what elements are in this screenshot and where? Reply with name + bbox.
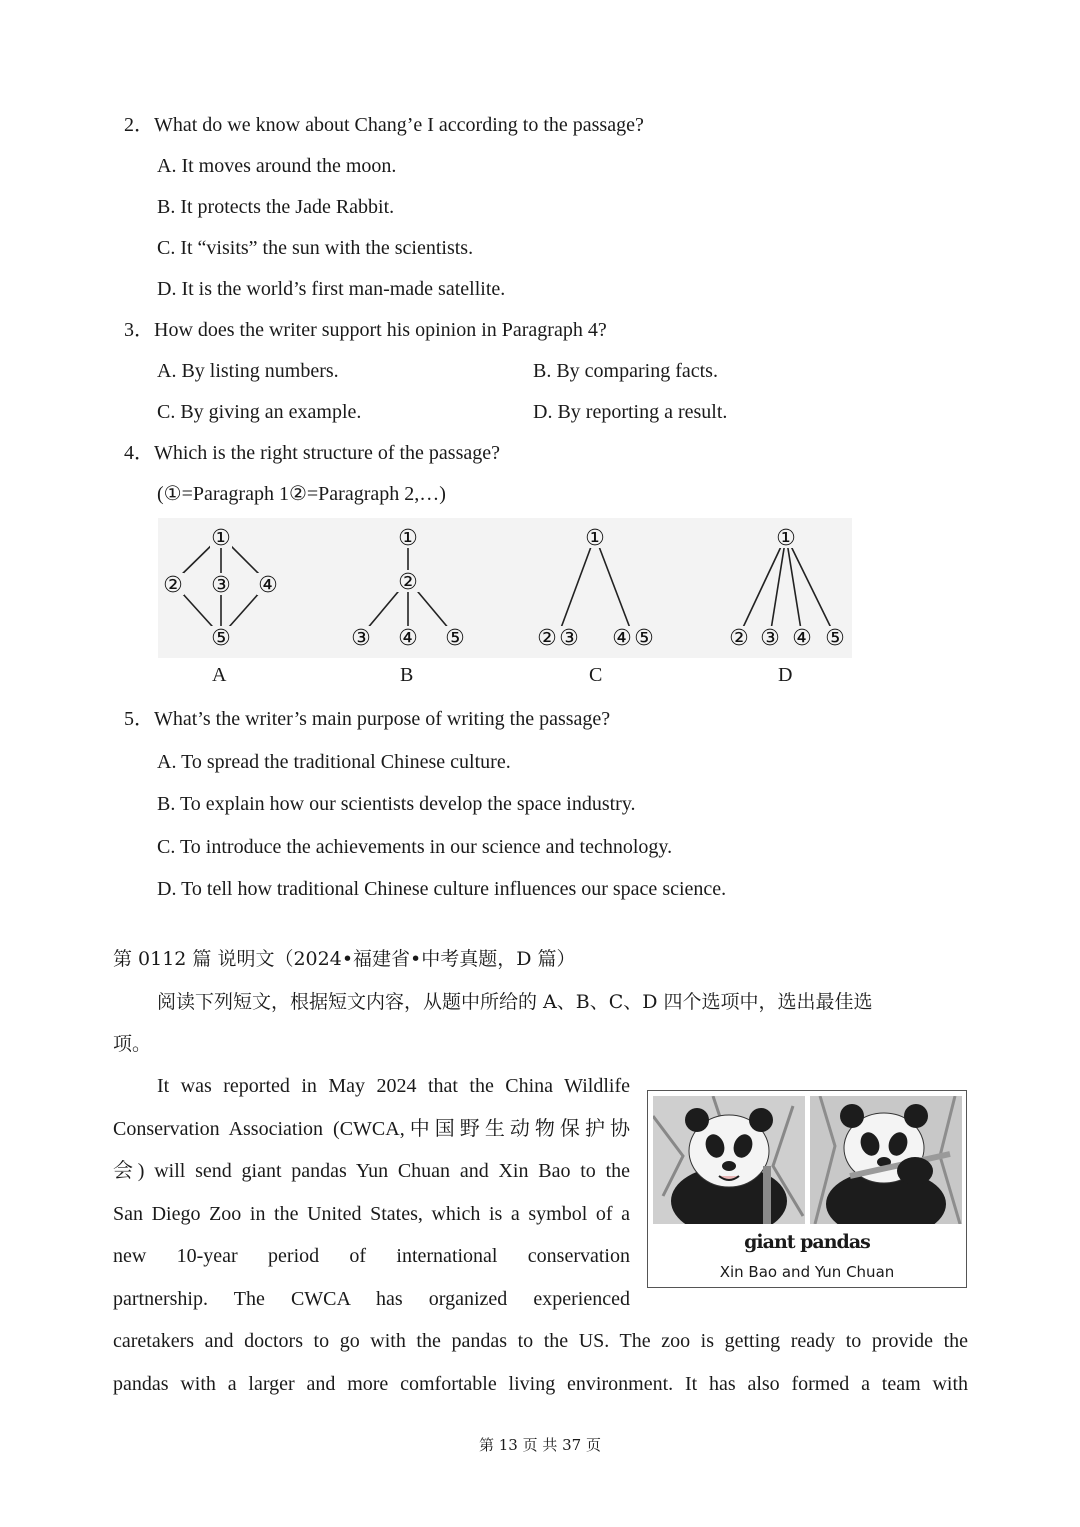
question-2-option-a: A. It moves around the moon.: [157, 155, 397, 177]
node-a-3: ③: [211, 573, 231, 598]
passage-line-2: Conservation Association (CWCA,中国野生动物保护协: [113, 1117, 630, 1140]
node-c-1: ①: [585, 526, 605, 551]
node-b-3: ③: [351, 626, 371, 651]
node-b-1: ①: [398, 526, 418, 551]
instruction-line-2: 项。: [113, 1033, 152, 1055]
passage-line-7: caretakers and doctors to go with the pandas to the US. The zoo is getting ready to provide the: [113, 1330, 968, 1352]
node-c-2: ②: [537, 626, 557, 651]
diagram-label-d: D: [778, 664, 793, 686]
passage-narrow: [113, 1065, 630, 1320]
diagram-label-b: B: [400, 664, 414, 686]
instruction-line-1: 阅读下列短文，根据短文内容，从题中所给的 A、B、C、D 四个选项中，选出最佳选: [157, 991, 873, 1013]
figure-caption-title: giant pandas: [744, 1231, 870, 1253]
question-2-option-d: D. It is the world’s first man-made satellite.: [157, 278, 506, 300]
passage-line-8: pandas with a larger and more comfortable living environment. It has also formed a team with: [113, 1372, 968, 1395]
node-b-4: ④: [398, 626, 418, 651]
passage-line-4: San Diego Zoo in the United States, which is a symbol of a: [113, 1202, 630, 1225]
node-a-1: ①: [211, 526, 231, 551]
question-5-option-a: A. To spread the traditional Chinese culture.: [157, 751, 511, 773]
question-5-option-c: C. To introduce the achievements in our science and technology.: [157, 836, 673, 858]
node-d-2: ②: [729, 626, 749, 651]
node-d-5: ⑤: [825, 626, 845, 651]
passage-line-3: 会) will send giant pandas Yun Chuan and Xin Bao to the: [113, 1160, 630, 1182]
node-b-2: ②: [398, 570, 418, 595]
node-a-4: ④: [258, 573, 278, 598]
question-2-stem: 2．What do we know about Chang’e I according to the passage?: [124, 114, 644, 136]
giant-pandas-figure: [647, 1090, 967, 1288]
panda-photo-right: [810, 1096, 962, 1224]
question-3-stem: 3．How does the writer support his opinion in Paragraph 4?: [124, 319, 607, 341]
passage-wide: [113, 1320, 968, 1405]
node-c-3: ③: [559, 626, 579, 651]
question-3-option-a: A. By listing numbers.: [157, 360, 339, 382]
panda-photo-left: [653, 1096, 805, 1224]
node-d-1: ①: [776, 526, 796, 551]
passage-line-1: It was reported in May 2024 that the China Wildlife: [157, 1075, 630, 1097]
node-a-2: ②: [163, 573, 183, 598]
question-4-note: (①=Paragraph 1②=Paragraph 2,…): [157, 483, 446, 505]
page-footer: 第 13 页 共 37 页: [478, 1436, 601, 1454]
question-5-stem: 5．What’s the writer’s main purpose of writing the passage?: [124, 708, 611, 730]
question-5-option-b: B. To explain how our scientists develop the space industry.: [157, 793, 636, 815]
question-3-option-b: B. By comparing facts.: [533, 360, 718, 382]
question-2-option-c: C. It “visits” the sun with the scientists.: [157, 237, 474, 259]
passage-line-5: new 10-year period of international conservation: [113, 1245, 630, 1267]
question-3-option-d: D. By reporting a result.: [533, 401, 728, 423]
node-a-5: ⑤: [211, 626, 231, 651]
diagram-label-c: C: [589, 664, 603, 686]
question-5-option-d: D. To tell how traditional Chinese culture influences our space science.: [157, 878, 727, 900]
figure-caption-subtitle: Xin Bao and Yun Chuan: [719, 1263, 895, 1281]
question-2-option-b: B. It protects the Jade Rabbit.: [157, 196, 395, 218]
structure-diagrams-svg: [158, 518, 852, 658]
node-c-5: ⑤: [634, 626, 654, 651]
node-c-4: ④: [612, 626, 632, 651]
passage-line-6: partnership. The CWCA has organized experienced: [113, 1287, 630, 1310]
section-heading: 第 0112 篇 说明文（2024•福建省•中考真题，D 篇）: [113, 948, 576, 970]
node-d-3: ③: [760, 626, 780, 651]
question-4-stem: 4．Which is the right structure of the passage?: [124, 442, 500, 464]
node-b-5: ⑤: [445, 626, 465, 651]
diagram-label-a: A: [212, 664, 227, 686]
structure-diagrams: [158, 518, 852, 658]
question-3-option-c: C. By giving an example.: [157, 401, 362, 423]
node-d-4: ④: [792, 626, 812, 651]
